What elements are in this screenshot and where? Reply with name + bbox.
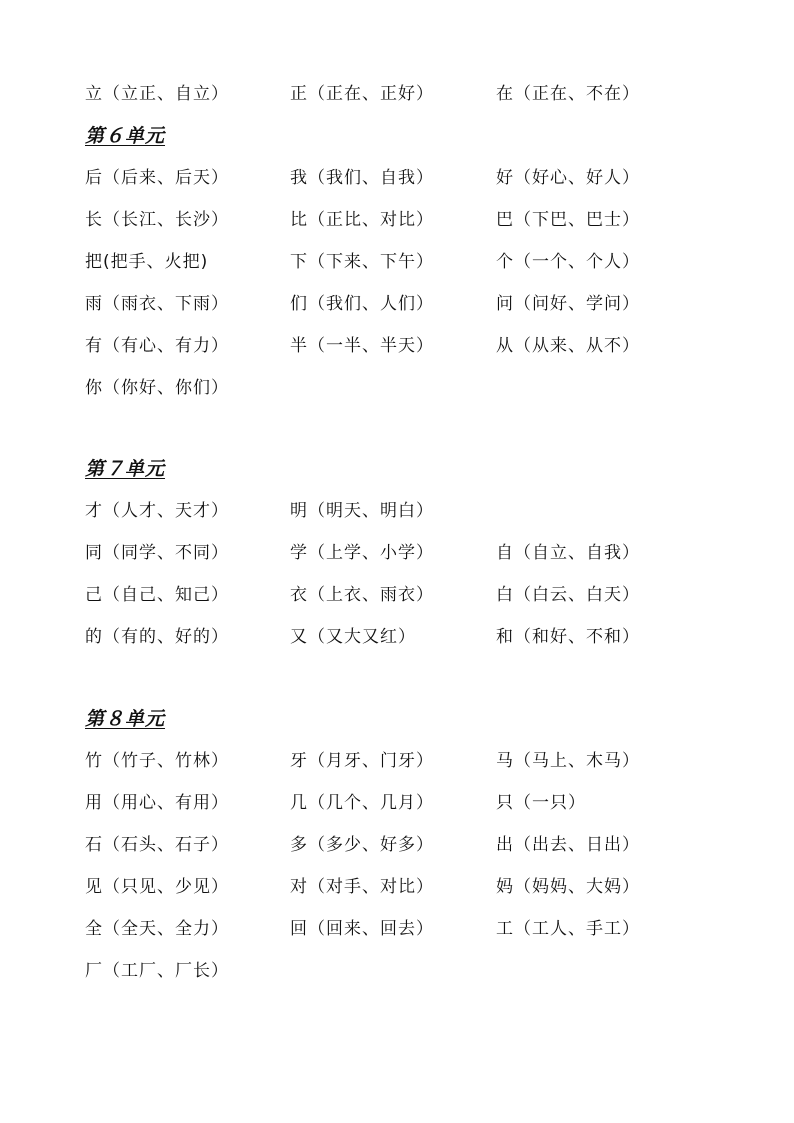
word-entry: 白（白云、白天） (496, 585, 640, 605)
word-row (85, 500, 725, 542)
word-row (85, 792, 725, 834)
word-entry: 工（工人、手工） (496, 919, 640, 939)
word-entry: 竹（竹子、竹林） (85, 751, 229, 771)
unit-8-heading: 第８单元 (85, 708, 166, 730)
word-row (85, 960, 725, 1002)
word-entry: 和（和好、不和） (496, 627, 640, 647)
word-row (85, 293, 725, 335)
word-entry: 你（你好、你们） (85, 378, 229, 398)
word-entry: 问（问好、学问） (496, 294, 640, 314)
word-entry: 全（全天、全力） (85, 919, 229, 939)
word-entry: 厂（工厂、厂长） (85, 961, 229, 981)
word-row (85, 377, 725, 419)
word-entry: 同（同学、不同） (85, 543, 229, 563)
word-row (85, 918, 725, 960)
word-entry: 个（一个、个人） (496, 252, 640, 272)
word-entry: 又（又大又红） (290, 627, 416, 647)
word-entry: 正（正在、正好） (290, 84, 434, 104)
word-row (85, 335, 725, 377)
word-entry: 回（回来、回去） (290, 919, 434, 939)
word-entry: 把(把手、火把) (85, 252, 209, 272)
word-entry: 比（正比、对比） (290, 210, 434, 230)
word-entry: 衣（上衣、雨衣） (290, 585, 434, 605)
word-row (85, 750, 725, 792)
word-entry: 只（一只） (496, 793, 586, 813)
word-entry: 们（我们、人们） (290, 294, 434, 314)
word-entry: 牙（月牙、门牙） (290, 751, 434, 771)
word-entry: 立（立正、自立） (85, 84, 229, 104)
unit-8-section (85, 708, 725, 1002)
word-entry: 见（只见、少见） (85, 877, 229, 897)
word-entry: 妈（妈妈、大妈） (496, 877, 640, 897)
word-entry: 几（几个、几月） (290, 793, 434, 813)
word-entry: 己（自己、知己） (85, 585, 229, 605)
word-row (85, 83, 725, 125)
continuation-block (85, 83, 725, 125)
word-entry: 马（马上、木马） (496, 751, 640, 771)
word-entry: 用（用心、有用） (85, 793, 229, 813)
word-row (85, 167, 725, 209)
word-entry: 自（自立、自我） (496, 543, 640, 563)
word-entry: 半（一半、半天） (290, 336, 434, 356)
word-entry: 才（人才、天才） (85, 501, 229, 521)
word-entry: 多（多少、好多） (290, 835, 434, 855)
word-entry: 对（对手、对比） (290, 877, 434, 897)
word-row (85, 542, 725, 584)
word-entry: 学（上学、小学） (290, 543, 434, 563)
unit-6-section (85, 125, 725, 419)
unit-6-heading: 第６单元 (85, 125, 166, 147)
word-entry: 石（石头、石子） (85, 835, 229, 855)
word-entry: 的（有的、好的） (85, 627, 229, 647)
word-entry: 明（明天、明白） (290, 501, 434, 521)
unit-7-section (85, 458, 725, 668)
word-entry: 从（从来、从不） (496, 336, 640, 356)
word-entry: 雨（雨衣、下雨） (85, 294, 229, 314)
word-row (85, 584, 725, 626)
word-entry: 长（长江、长沙） (85, 210, 229, 230)
unit-7-heading: 第７单元 (85, 458, 166, 480)
word-entry: 下（下来、下午） (290, 252, 434, 272)
word-entry: 有（有心、有力） (85, 336, 229, 356)
word-row (85, 626, 725, 668)
word-entry: 后（后来、后天） (85, 168, 229, 188)
word-entry: 在（正在、不在） (496, 84, 640, 104)
word-entry: 巴（下巴、巴士） (496, 210, 640, 230)
word-row (85, 209, 725, 251)
word-entry: 我（我们、自我） (290, 168, 434, 188)
word-row (85, 251, 725, 293)
word-entry: 好（好心、好人） (496, 168, 640, 188)
word-row (85, 876, 725, 918)
word-row (85, 834, 725, 876)
word-entry: 出（出去、日出） (496, 835, 640, 855)
